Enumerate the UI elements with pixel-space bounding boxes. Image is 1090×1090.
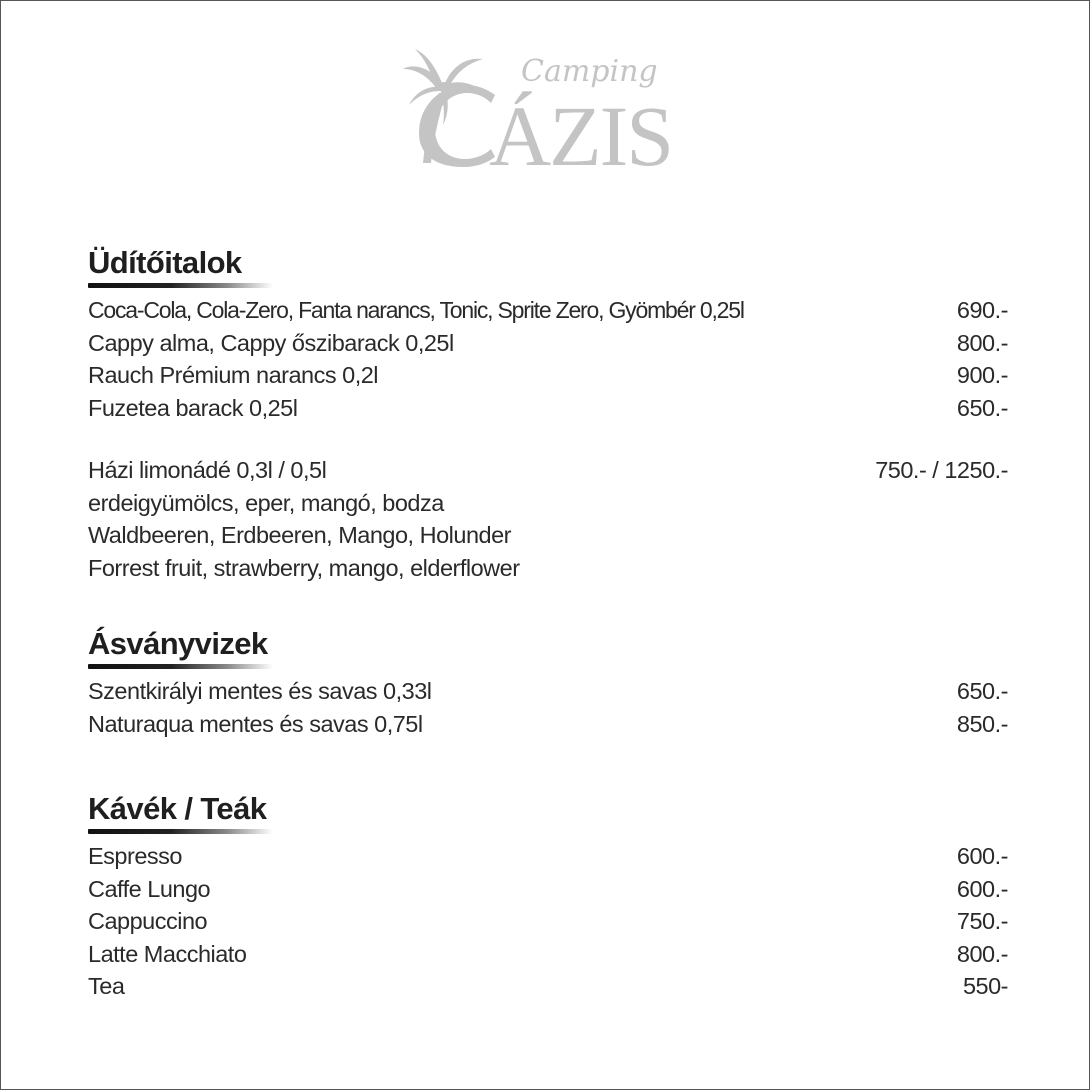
logo-letter-o xyxy=(419,85,495,167)
item-price: 800.- xyxy=(956,329,1008,356)
item-name: Coca-Cola, Cola-Zero, Fanta narancs, Tonic, Sprite Zero, Gyömbér 0,25l xyxy=(88,297,744,323)
logo-graphic xyxy=(401,45,691,175)
title-underline xyxy=(88,283,273,288)
palm-tree-icon xyxy=(403,49,487,163)
menu-item xyxy=(88,905,1008,938)
logo-tagline: Camping xyxy=(521,54,658,89)
menu-item xyxy=(88,327,1008,360)
item-list xyxy=(88,294,1008,584)
menu-item xyxy=(88,708,1008,741)
section-title: Üdítőitalok xyxy=(88,245,242,280)
item-price: 750.- xyxy=(956,908,1008,934)
item-name: Cappy alma, Cappy őszibarack 0,25l xyxy=(88,329,454,356)
item-list xyxy=(88,840,1008,1003)
item-price: 550- xyxy=(962,973,1008,999)
item-price: 900.- xyxy=(956,362,1008,388)
section-mineral-water xyxy=(88,626,1008,740)
item-price: 600.- xyxy=(956,875,1008,902)
item-name: Tea xyxy=(88,973,125,999)
item-name: Latte Macchiato xyxy=(88,940,247,967)
menu-item xyxy=(88,294,1008,327)
section-title: Kávék / Teák xyxy=(88,791,267,826)
logo-brand: ÁZIS xyxy=(489,88,673,175)
item-list xyxy=(88,675,1008,740)
spacer xyxy=(88,424,1008,454)
item-description-en: Forrest fruit, strawberry, mango, elderflower xyxy=(88,554,520,581)
item-description-hu: erdeigyümölcs, eper, mangó, bodza xyxy=(88,489,444,516)
item-price: 650.- xyxy=(956,678,1008,704)
item-name: Rauch Prémium narancs 0,2l xyxy=(88,362,379,388)
item-price: 750.- / 1250.- xyxy=(875,457,1008,483)
item-price: 850.- xyxy=(956,710,1008,737)
item-description-de: Waldbeeren, Erdbeeren, Mango, Holunder xyxy=(88,522,511,548)
menu-item xyxy=(88,392,1008,425)
menu-item xyxy=(88,675,1008,708)
item-name: Espresso xyxy=(88,843,182,869)
item-name: Házi limonádé 0,3l / 0,5l xyxy=(88,457,327,483)
item-name: Fuzetea barack 0,25l xyxy=(88,394,298,421)
title-underline xyxy=(88,829,273,834)
menu-item xyxy=(88,359,1008,392)
item-name: Szentkirályi mentes és savas 0,33l xyxy=(88,678,432,704)
menu-item xyxy=(88,938,1008,971)
item-name: Cappuccino xyxy=(88,908,208,934)
menu-item xyxy=(88,840,1008,873)
title-underline xyxy=(88,664,273,669)
item-name: Caffe Lungo xyxy=(88,875,211,902)
section-coffee-tea xyxy=(88,791,1008,1003)
item-price: 650.- xyxy=(956,394,1008,421)
section-soft-drinks xyxy=(88,245,1008,584)
section-title: Ásványvizek xyxy=(88,626,268,661)
item-price: 800.- xyxy=(956,940,1008,967)
logo xyxy=(401,45,691,175)
item-name: Naturaqua mentes és savas 0,75l xyxy=(88,710,423,737)
item-price: 600.- xyxy=(956,843,1008,869)
menu-item xyxy=(88,970,1008,1003)
menu-item xyxy=(88,873,1008,906)
menu-item-lemonade xyxy=(88,454,1008,487)
item-price: 690.- xyxy=(956,297,1008,323)
